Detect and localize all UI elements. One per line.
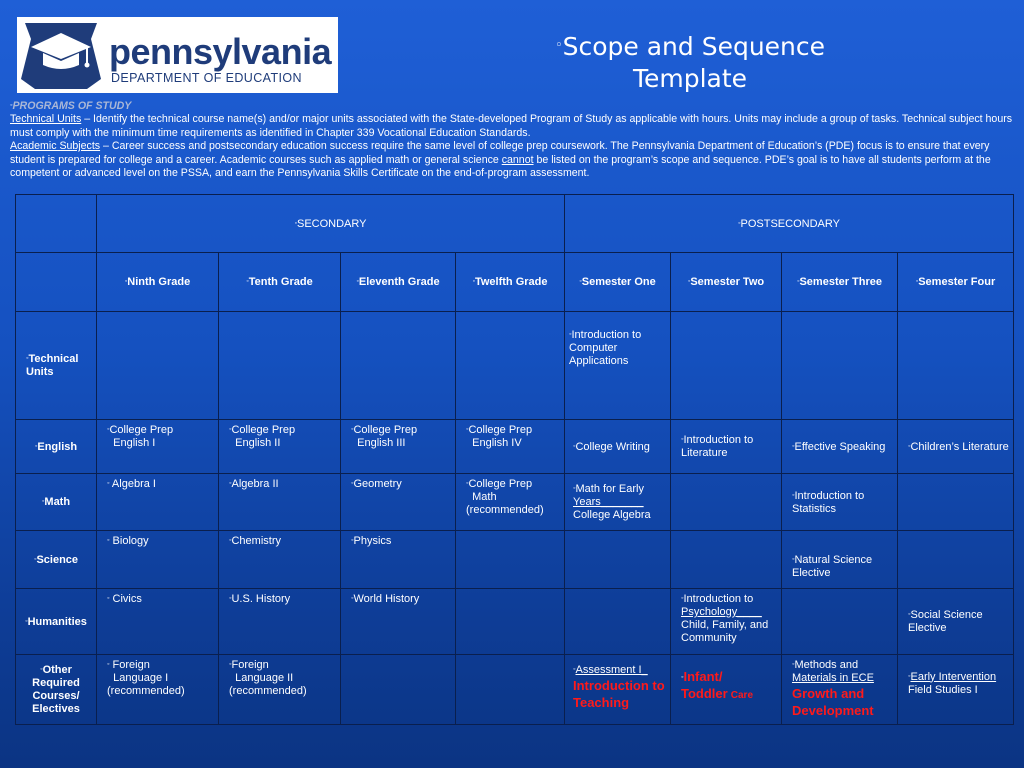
- table-cell: [898, 474, 1014, 531]
- table-row: [16, 589, 1014, 655]
- column-semester-one: ◦Semester One: [565, 253, 671, 312]
- table-row: [16, 655, 1014, 725]
- row-label-humanities: ◦Humanities: [16, 589, 97, 655]
- title-bullet: ◦: [554, 38, 563, 53]
- table-cell: ◦ Foreign Language I (recommended): [97, 655, 219, 725]
- academic-text-2: be listed on the program’s scope and sequence. PDE’s goal is to have all students perform at the competent or advanced level on the PSSA, and earn the Pennsylvania Skills Certificate on the end-of-program assessment.: [10, 153, 991, 180]
- table-cell: ◦Introduction to Psychology____ Child, Family, and Community: [671, 589, 782, 655]
- table-cell: [456, 312, 565, 420]
- table-cell: ◦Introduction to Statistics: [782, 474, 898, 531]
- table-cell: [898, 531, 1014, 589]
- table-cell: ◦ Civics: [97, 589, 219, 655]
- table-cell: ◦College Prep English I: [97, 420, 219, 474]
- table-cell: ◦U.S. History: [219, 589, 341, 655]
- table-cell: ◦Physics: [341, 531, 456, 589]
- technical-units-label: Technical Units: [10, 113, 82, 126]
- pde-logo: [17, 17, 338, 93]
- column-eleventh-grade: ◦Eleventh Grade: [341, 253, 456, 312]
- column-ninth-grade: ◦Ninth Grade: [97, 253, 219, 312]
- column-semester-two: ◦Semester Two: [671, 253, 782, 312]
- table-cell: ◦ Algebra I: [97, 474, 219, 531]
- table-cell: [782, 589, 898, 655]
- table-cell: ◦Algebra II: [219, 474, 341, 531]
- table-cell: ◦College Prep Math (recommended): [456, 474, 565, 531]
- table-cell: ◦Foreign Language II (recommended): [219, 655, 341, 725]
- academic-text-1: – Career success and postsecondary education success require the same level of college prep coursework. The Pennsylvania Department of Education’s (PDE) focus is to ensure that every student is prepared for college and a career. Academic courses such as applied math or general science: [10, 140, 990, 166]
- table-cell: ◦College Writing: [565, 420, 671, 474]
- slide-title: [540, 30, 840, 95]
- table-cell: ◦Methods and Materials in ECE Growth and Development: [782, 655, 898, 725]
- table-cell: ◦Introduction to Computer Applications: [565, 312, 671, 420]
- title-line-1: Scope and Sequence: [562, 32, 826, 61]
- title-line-2: Template: [632, 64, 748, 93]
- table-cell: [97, 312, 219, 420]
- table-cell: ◦Natural Science Elective: [782, 531, 898, 589]
- secondary-header: ◦SECONDARY: [97, 195, 565, 253]
- logo-department: DEPARTMENT OF EDUCATION: [111, 71, 302, 85]
- postsecondary-header: ◦POSTSECONDARY: [565, 195, 1014, 253]
- table-cell: ◦College Prep English III: [341, 420, 456, 474]
- table-cell: ◦Introduction to Literature: [671, 420, 782, 474]
- table-cell: ◦Math for Early Years_______ College Algebra: [565, 474, 671, 531]
- intro-text: ◦PROGRAMS OF STUDY Technical Units – Identify the technical course name(s) and/or major units associated with the State-developed Program of Study as applicable with hours. Units may include a group of tasks. Technical subject hours must comply with the minimum time requirements as identified in Chapter 339 Vocational Education Standards. Academic Subjects – Career success and postsecondary education success require the same level of college prep coursework. The Pennsylvania Department of Education’s (PDE) focus is to ensure that every student is prepared for college and a career. Academic courses such as applied math or general science cannot be listed on the program’s scope and sequence. PDE’s goal is to have all students perform at the competent or advanced level on the PSSA, and earn the Pennsylvania Skills Certificate on the end-of-program assessment.: [10, 100, 1013, 180]
- table-row: [16, 420, 1014, 474]
- table-cell: ◦Infant/ Toddler Care: [671, 655, 782, 725]
- table-cell: [671, 531, 782, 589]
- table-cell: ◦Effective Speaking: [782, 420, 898, 474]
- empty-header-cell: [16, 253, 97, 312]
- academic-subjects-label: Academic Subjects: [10, 140, 101, 153]
- table-cell: [782, 312, 898, 420]
- row-label-math: ◦Math: [16, 474, 97, 531]
- scope-sequence-table: [15, 194, 1014, 725]
- table-cell: [671, 474, 782, 531]
- programs-label: PROGRAMS OF STUDY: [12, 100, 132, 112]
- table-cell: ◦College Prep English IV: [456, 420, 565, 474]
- table-cell: [565, 589, 671, 655]
- table-cell: [456, 655, 565, 725]
- column-tenth-grade: ◦Tenth Grade: [219, 253, 341, 312]
- table-cell: [341, 312, 456, 420]
- table-cell: [341, 655, 456, 725]
- table-cell: [456, 589, 565, 655]
- table-row: [16, 531, 1014, 589]
- table-cell: [219, 312, 341, 420]
- table-cell: [671, 312, 782, 420]
- table-cell: ◦Children’s Literature: [898, 420, 1014, 474]
- logo-wordmark: pennsylvania: [109, 31, 332, 72]
- column-semester-four: ◦Semester Four: [898, 253, 1014, 312]
- row-label-english: ◦English: [16, 420, 97, 474]
- table-cell: ◦Chemistry: [219, 531, 341, 589]
- table-row: [16, 312, 1014, 420]
- row-label-technical-units: ◦Technical Units: [16, 312, 97, 420]
- table-cell: ◦Early Intervention Field Studies I: [898, 655, 1014, 725]
- table-cell: ◦College Prep English II: [219, 420, 341, 474]
- table-cell: ◦World History: [341, 589, 456, 655]
- table-cell: ◦Social Science Elective: [898, 589, 1014, 655]
- academic-cannot: cannot: [501, 153, 534, 166]
- corner-cell: [16, 195, 97, 253]
- table-cell: ◦ Biology: [97, 531, 219, 589]
- table-row: [16, 474, 1014, 531]
- table-cell: ◦Assessment I_ Introduction to Teaching: [565, 655, 671, 725]
- table-cell: [898, 312, 1014, 420]
- table-cell: ◦Geometry: [341, 474, 456, 531]
- row-label-science: ◦Science: [16, 531, 97, 589]
- table-cell: [456, 531, 565, 589]
- table-cell: [565, 531, 671, 589]
- column-semester-three: ◦Semester Three: [782, 253, 898, 312]
- row-label-other-required: ◦Other Required Courses/ Electives: [16, 655, 97, 725]
- column-twelfth-grade: ◦Twelfth Grade: [456, 253, 565, 312]
- technical-units-text: – Identify the technical course name(s) and/or major units associated with the State-developed Program of Study as applicable with hours. Units may include a group of tasks. Technical subject hours must comply with the minimum time requirements as identified in Chapter 339 Vocational Education Standards.: [10, 113, 1013, 139]
